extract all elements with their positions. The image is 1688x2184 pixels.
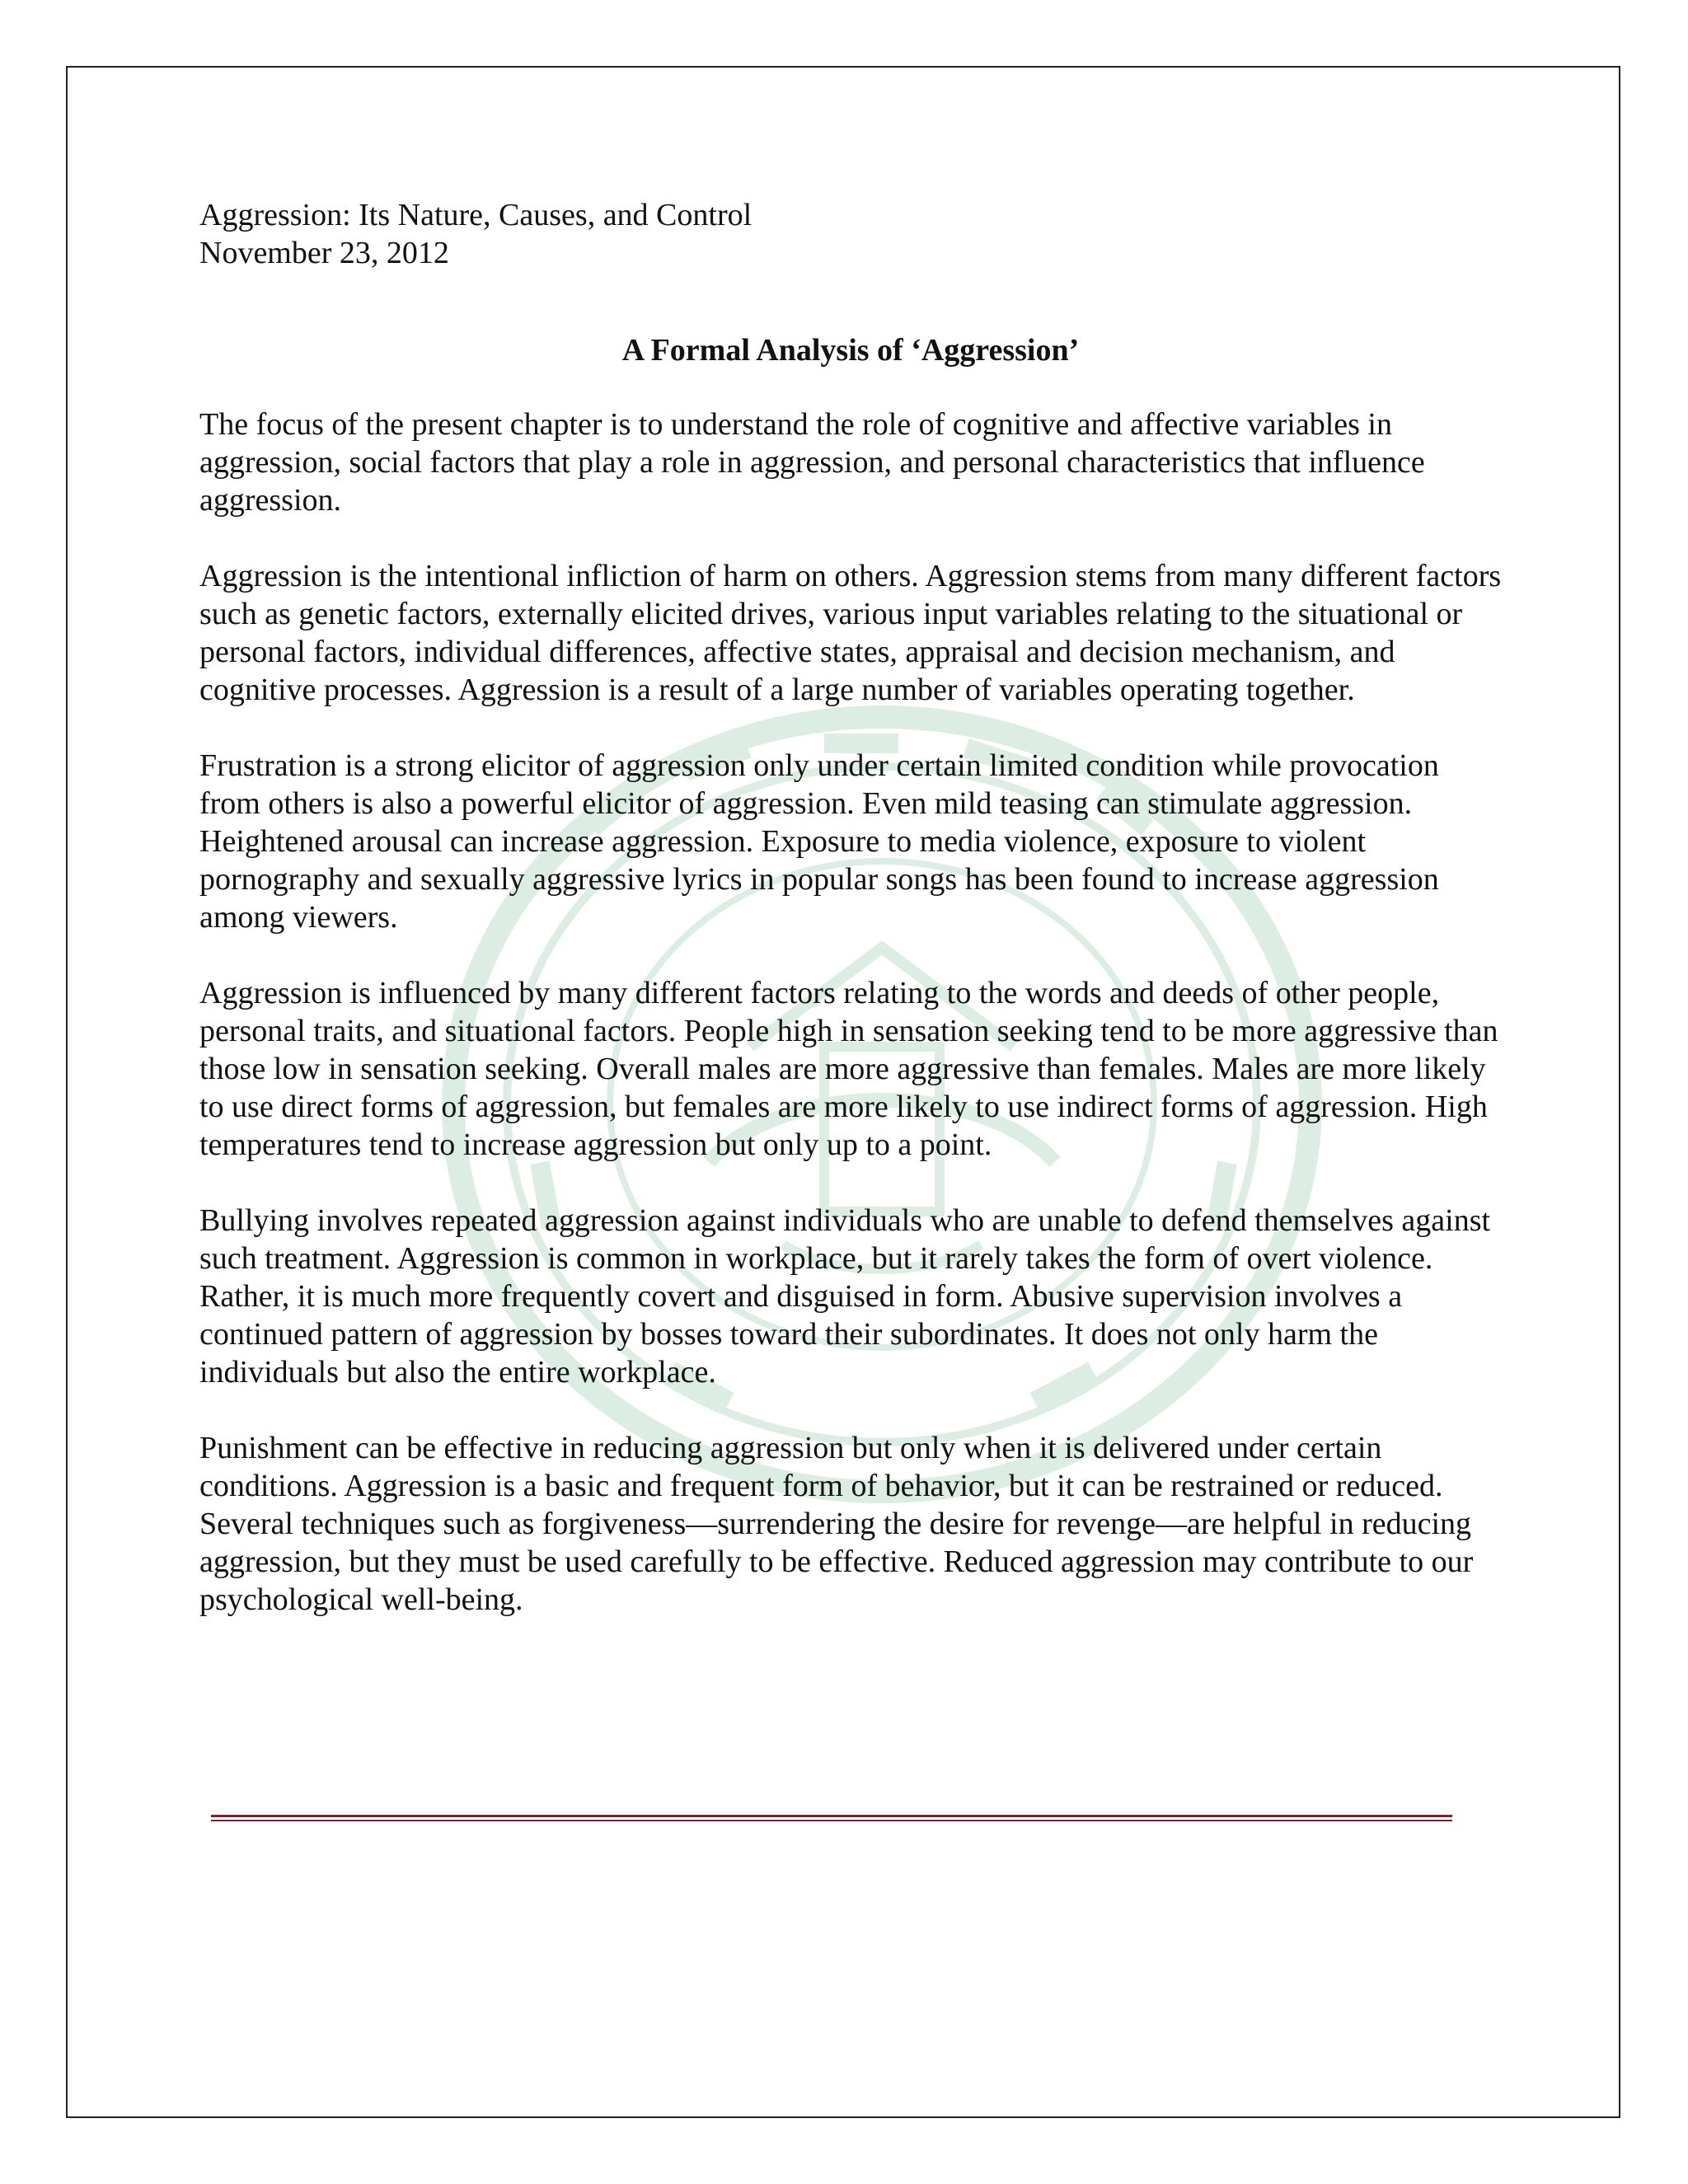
document-title: A Formal Analysis of ‘Aggression’ xyxy=(621,333,1080,368)
paragraph-3: Frustration is a strong elicitor of aggression only under certain limited condition while provocation from others is also a powerful elicitor of aggression. Even mild teasing can stimulate aggression. Heightened arousal can increase aggression. Exposure to media violence, exposure to violent pornography and sexually aggressive lyrics in popular songs has been found to increase aggression among viewers. xyxy=(199,748,1439,935)
paragraph-6: Punishment can be effective in reducing aggression but only when it is delivered under certain conditions. Aggression is a basic and frequent form of behavior, but it can be restrained or reduced. Several techniques such as forgiveness—surrendering the desire for revenge—are helpful in reducing aggression, but they must be used carefully to be effective. Reduced aggression may contribute to our psychological well-being. xyxy=(199,1431,1474,1617)
document-body xyxy=(199,196,1502,1619)
paragraph-2: Aggression is the intentional infliction of harm on others. Aggression stems from many different factors such as genetic factors, externally elicited drives, various input variables relating to the situational or personal factors, individual differences, affective states, appraisal and decision mechanism, and cognitive processes. Aggression is a result of a large number of variables operating together. xyxy=(199,559,1502,707)
document-date: November 23, 2012 xyxy=(199,236,449,270)
paragraph-1: The focus of the present chapter is to understand the role of cognitive and affective variables in aggression, social factors that play a role in aggression, and personal characteristics that influence aggression. xyxy=(199,407,1425,518)
footer-divider xyxy=(211,1815,1452,1821)
paragraph-4: Aggression is influenced by many different factors relating to the words and deeds of other people, personal traits, and situational factors. People high in sensation seeking tend to be more aggressive than those low in sensation seeking. Overall males are more aggressive than females. Males are more likely to use direct forms of aggression, but females are more likely to use indirect forms of aggression. High temperatures tend to increase aggression but only up to a point. xyxy=(199,976,1498,1162)
course-title: Aggression: Its Nature, Causes, and Control xyxy=(199,198,753,232)
paragraph-5: Bullying involves repeated aggression against individuals who are unable to defend themselves against such treatment. Aggression is common in workplace, but it rarely takes the form of overt violence. Rather, it is much more frequently covert and disguised in form. Abusive supervision involves a continued pattern of aggression by bosses toward their subordinates. It does not only harm the individuals but also the entire workplace. xyxy=(199,1203,1491,1390)
